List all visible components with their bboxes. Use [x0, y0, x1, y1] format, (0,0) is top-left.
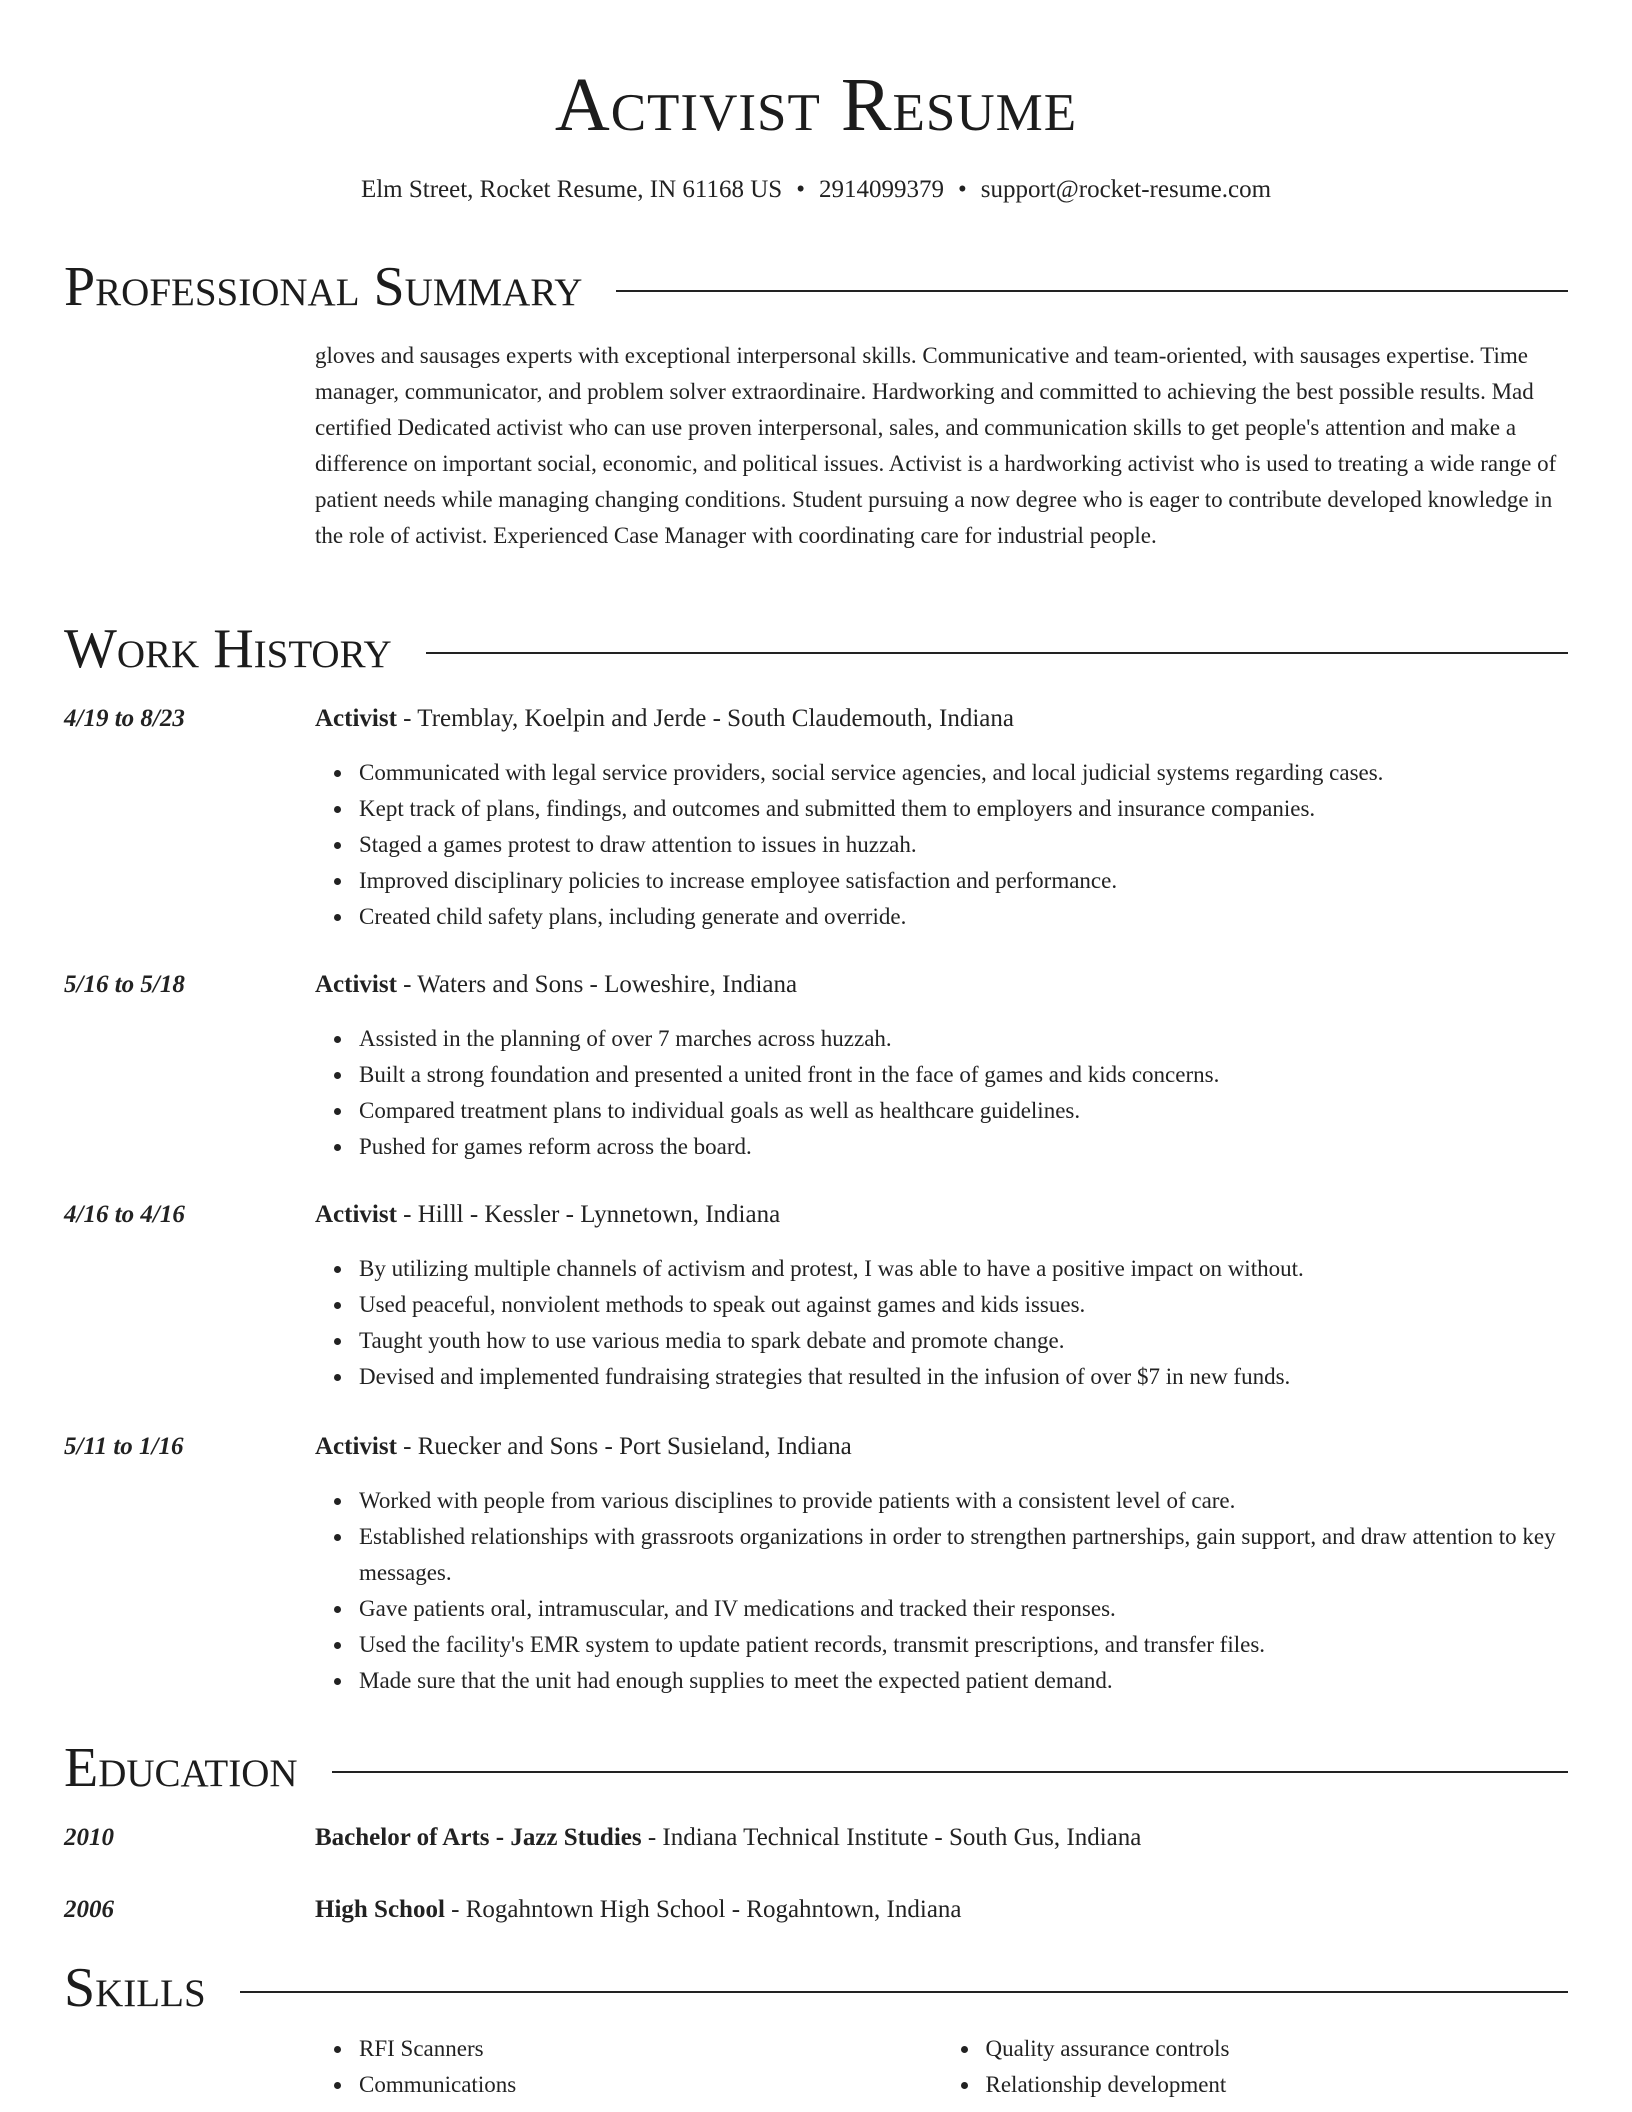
education-headline — [315, 1892, 1568, 1928]
resume-name: Activist Resume — [554, 63, 1078, 147]
job-bullet: Taught youth how to use various media to spark debate and promote change. — [359, 1323, 1568, 1359]
job-bullets — [315, 1483, 1568, 1699]
education-degree: Bachelor of Arts - Jazz Studies — [315, 1824, 642, 1851]
job-role: Activist — [315, 1433, 397, 1460]
section-title: Skills — [64, 1957, 206, 2019]
contact-separator: • — [796, 176, 805, 203]
contact-email: support@rocket-resume.com — [980, 176, 1272, 203]
section-title: Professional Summary — [64, 256, 583, 318]
job-bullet: Devised and implemented fundraising strategies that resulted in the infusion of over $7 in new funds. — [359, 1359, 1568, 1395]
job-bullet: Built a strong foundation and presented a united front in the face of games and kids concerns. — [359, 1057, 1568, 1093]
skill-item: Quality assurance controls — [986, 2031, 1569, 2067]
job-role: Activist — [315, 705, 397, 732]
job-bullet: Created child safety plans, including generate and override. — [359, 899, 1568, 935]
skills-column-left — [315, 2031, 942, 2103]
job-bullets — [315, 755, 1568, 935]
job-bullet: Established relationships with grassroots organizations in order to strengthen partnerships, gain support, and draw attention to key messages. — [359, 1519, 1568, 1591]
job-bullet: Assisted in the planning of over 7 marches across huzzah. — [359, 1021, 1568, 1057]
job-details: - Tremblay, Koelpin and Jerde - South Claudemouth, Indiana — [396, 705, 1014, 732]
contact-address: Elm Street, Rocket Resume, IN 61168 US — [360, 176, 783, 203]
job-headline — [315, 701, 1568, 737]
section-divider — [332, 1771, 1568, 1773]
job-bullets — [315, 1251, 1568, 1395]
summary-text: gloves and sausages experts with exceptional interpersonal skills. Communicative and team-oriented, with sausages expertise. Time manager, communicator, and problem solver extraordinaire. Hardworking and committed to achieving the best possible results. Mad certified Dedicated activist who can use proven interpersonal, sales, and communication skills to get people's attention and make a difference on important social, economic, and political issues. Activist is a hardworking activist who is used to treating a wide range of patient needs while managing changing conditions. Student pursuing a now degree who is eager to contribute developed knowledge in the role of activist. Experienced Case Manager with coordinating care for industrial people. — [315, 343, 1557, 548]
job-role: Activist — [315, 971, 397, 998]
job-details: - Hilll - Kessler - Lynnetown, Indiana — [396, 1201, 781, 1228]
job-bullet: Staged a games protest to draw attention to issues in huzzah. — [359, 827, 1568, 863]
education-headline — [315, 1820, 1568, 1856]
section-title: Education — [64, 1737, 298, 1799]
section-divider — [240, 1991, 1568, 1993]
skills-column-right — [942, 2031, 1569, 2103]
job-bullet: Used peaceful, nonviolent methods to speak out against games and kids issues. — [359, 1287, 1568, 1323]
education-degree: High School — [315, 1896, 445, 1923]
contact-line — [0, 172, 1632, 208]
contact-phone: 2914099379 — [818, 176, 944, 203]
education-year: 2006 — [64, 1896, 114, 1923]
job-bullet: Worked with people from various disciplines to provide patients with a consistent level of care. — [359, 1483, 1568, 1519]
skills-list — [315, 2031, 1568, 2103]
job-bullets — [315, 1021, 1568, 1165]
contact-separator: • — [957, 176, 967, 203]
job-headline — [315, 1197, 1568, 1233]
job-details: - Ruecker and Sons - Port Susieland, Indiana — [396, 1433, 852, 1460]
job-dates: 5/11 to 1/16 — [64, 1433, 184, 1460]
job-dates: 4/19 to 8/23 — [64, 705, 185, 732]
job-details: - Waters and Sons - Loweshire, Indiana — [396, 971, 798, 998]
skill-item: RFI Scanners — [359, 2031, 942, 2067]
education-details: - Rogahntown High School - Rogahntown, Indiana — [444, 1896, 962, 1923]
job-bullet: Gave patients oral, intramuscular, and IV medications and tracked their responses. — [359, 1591, 1568, 1627]
skill-item: Communications — [359, 2067, 942, 2103]
job-bullet: By utilizing multiple channels of activism and protest, I was able to have a positive impact on without. — [359, 1251, 1568, 1287]
job-role: Activist — [315, 1201, 397, 1228]
job-bullet: Used the facility's EMR system to update patient records, transmit prescriptions, and transfer files. — [359, 1627, 1568, 1663]
section-divider — [616, 290, 1568, 292]
education-details: - Indiana Technical Institute - South Gus, Indiana — [641, 1824, 1142, 1851]
job-bullet: Made sure that the unit had enough supplies to meet the expected patient demand. — [359, 1663, 1568, 1699]
job-dates: 4/16 to 4/16 — [64, 1201, 185, 1228]
job-bullet: Kept track of plans, findings, and outcomes and submitted them to employers and insurance companies. — [359, 791, 1568, 827]
education-section-header — [64, 1736, 1568, 1800]
job-dates: 5/16 to 5/18 — [64, 971, 185, 998]
section-divider — [426, 652, 1568, 654]
job-headline — [315, 967, 1568, 1003]
education-year: 2010 — [64, 1824, 114, 1851]
summary-section-header — [64, 255, 1568, 319]
skill-item: Relationship development — [986, 2067, 1569, 2103]
job-bullet: Communicated with legal service providers, social service agencies, and local judicial systems regarding cases. — [359, 755, 1568, 791]
work-history-section-header — [64, 617, 1568, 681]
job-bullet: Compared treatment plans to individual goals as well as healthcare guidelines. — [359, 1093, 1568, 1129]
skills-section-header — [64, 1956, 1568, 2020]
job-bullet: Pushed for games reform across the board. — [359, 1129, 1568, 1165]
job-bullet: Improved disciplinary policies to increase employee satisfaction and performance. — [359, 863, 1568, 899]
job-headline — [315, 1429, 1568, 1465]
section-title: Work History — [64, 618, 392, 680]
